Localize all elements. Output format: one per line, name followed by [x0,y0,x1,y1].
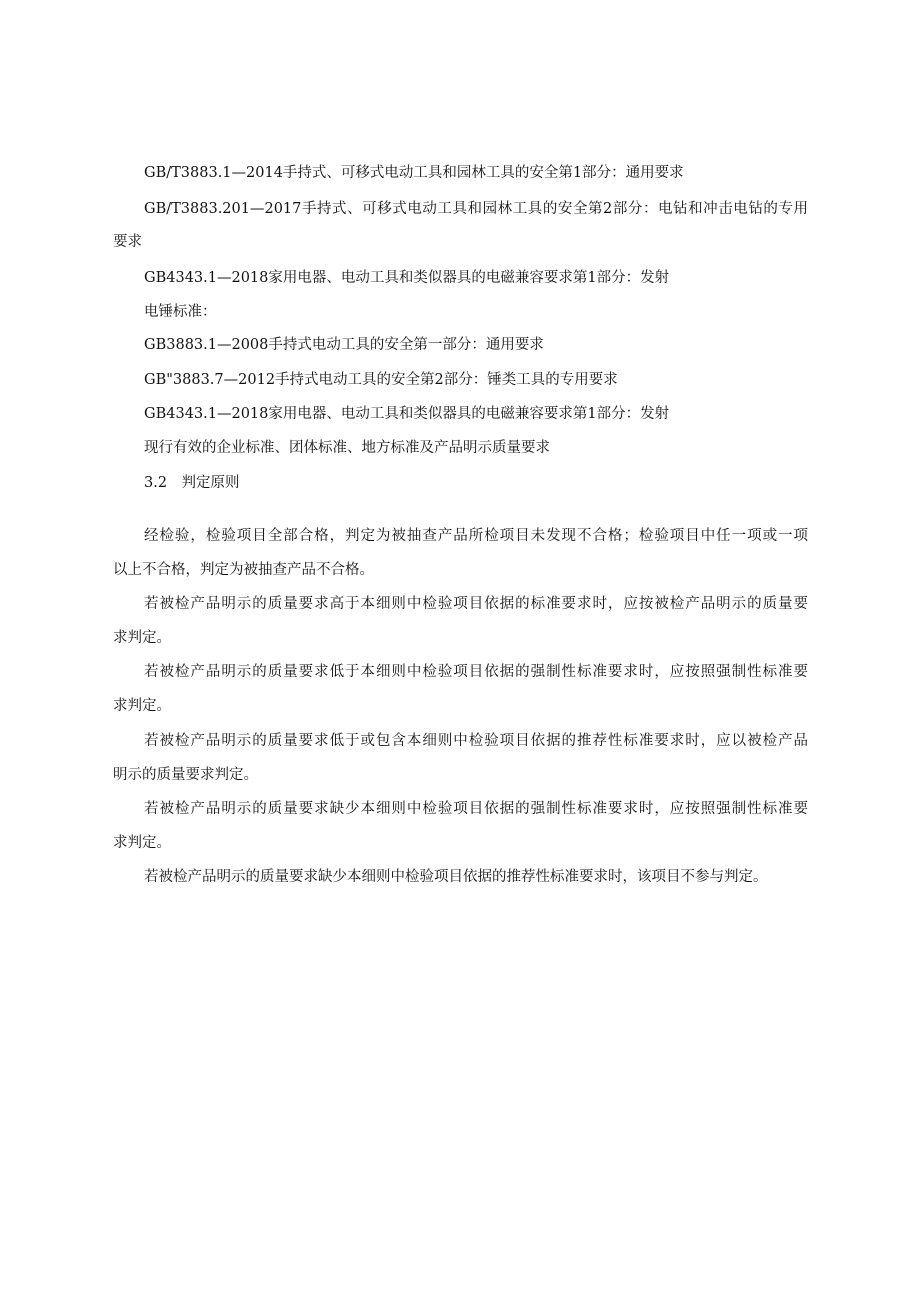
paragraph-1-line-2: 以上不合格，判定为被抽查产品不合格。 [113,562,374,578]
paragraph-6-line-1: 若被检产品明示的质量要求缺少本细则中检验项目依据的推荐性标准要求时，该项目不参与判定。 [144,869,768,885]
standard-line-2-continued: 要求 [113,234,142,250]
paragraph-2-line-2: 求判定。 [113,630,171,646]
paragraph-1-line-1: 经检验，检验项目全部合格，判定为被抽查产品所检项目未发现不合格；检验项目中任一项或一项 [144,528,808,544]
standard-line-4: GB3883.1—2008手持式电动工具的安全第一部分：通用要求 [144,337,544,353]
paragraph-5-line-2: 求判定。 [113,835,171,851]
paragraph-4-line-2: 明示的质量要求判定。 [113,767,258,783]
standard-line-7: 现行有效的企业标准、团体标准、地方标准及产品明示质量要求 [144,440,550,456]
hammer-standards-heading: 电锤标准： [144,304,217,320]
standard-line-1: GB/T3883.1—2014手持式、可移式电动工具和园林工具的安全第1部分：通用要求 [144,165,684,181]
paragraph-3-line-2: 求判定。 [113,698,171,714]
standard-line-2: GB/T3883.201—2017手持式、可移式电动工具和园林工具的安全第2部分：电钻和冲击电钻的专用 [144,201,808,217]
standard-line-3: GB4343.1—2018家用电器、电动工具和类似器具的电磁兼容要求第1部分：发射 [144,270,670,286]
paragraph-3-line-1: 若被检产品明示的质量要求低于本细则中检验项目依据的强制性标准要求时，应按照强制性标准要 [144,664,808,680]
paragraph-2-line-1: 若被检产品明示的质量要求高于本细则中检验项目依据的标准要求时，应按被检产品明示的质量要 [144,596,808,612]
paragraph-4-line-1: 若被检产品明示的质量要求低于或包含本细则中检验项目依据的推荐性标准要求时，应以被检产品 [144,733,808,749]
paragraph-5-line-1: 若被检产品明示的质量要求缺少本细则中检验项目依据的强制性标准要求时，应按照强制性标准要 [144,801,808,817]
standard-line-5: GB"3883.7—2012手持式电动工具的安全第2部分：锤类工具的专用要求 [144,372,618,388]
standard-line-6: GB4343.1—2018家用电器、电动工具和类似器具的电磁兼容要求第1部分：发射 [144,406,670,422]
section-title: 3.2 判定原则 [144,475,240,491]
